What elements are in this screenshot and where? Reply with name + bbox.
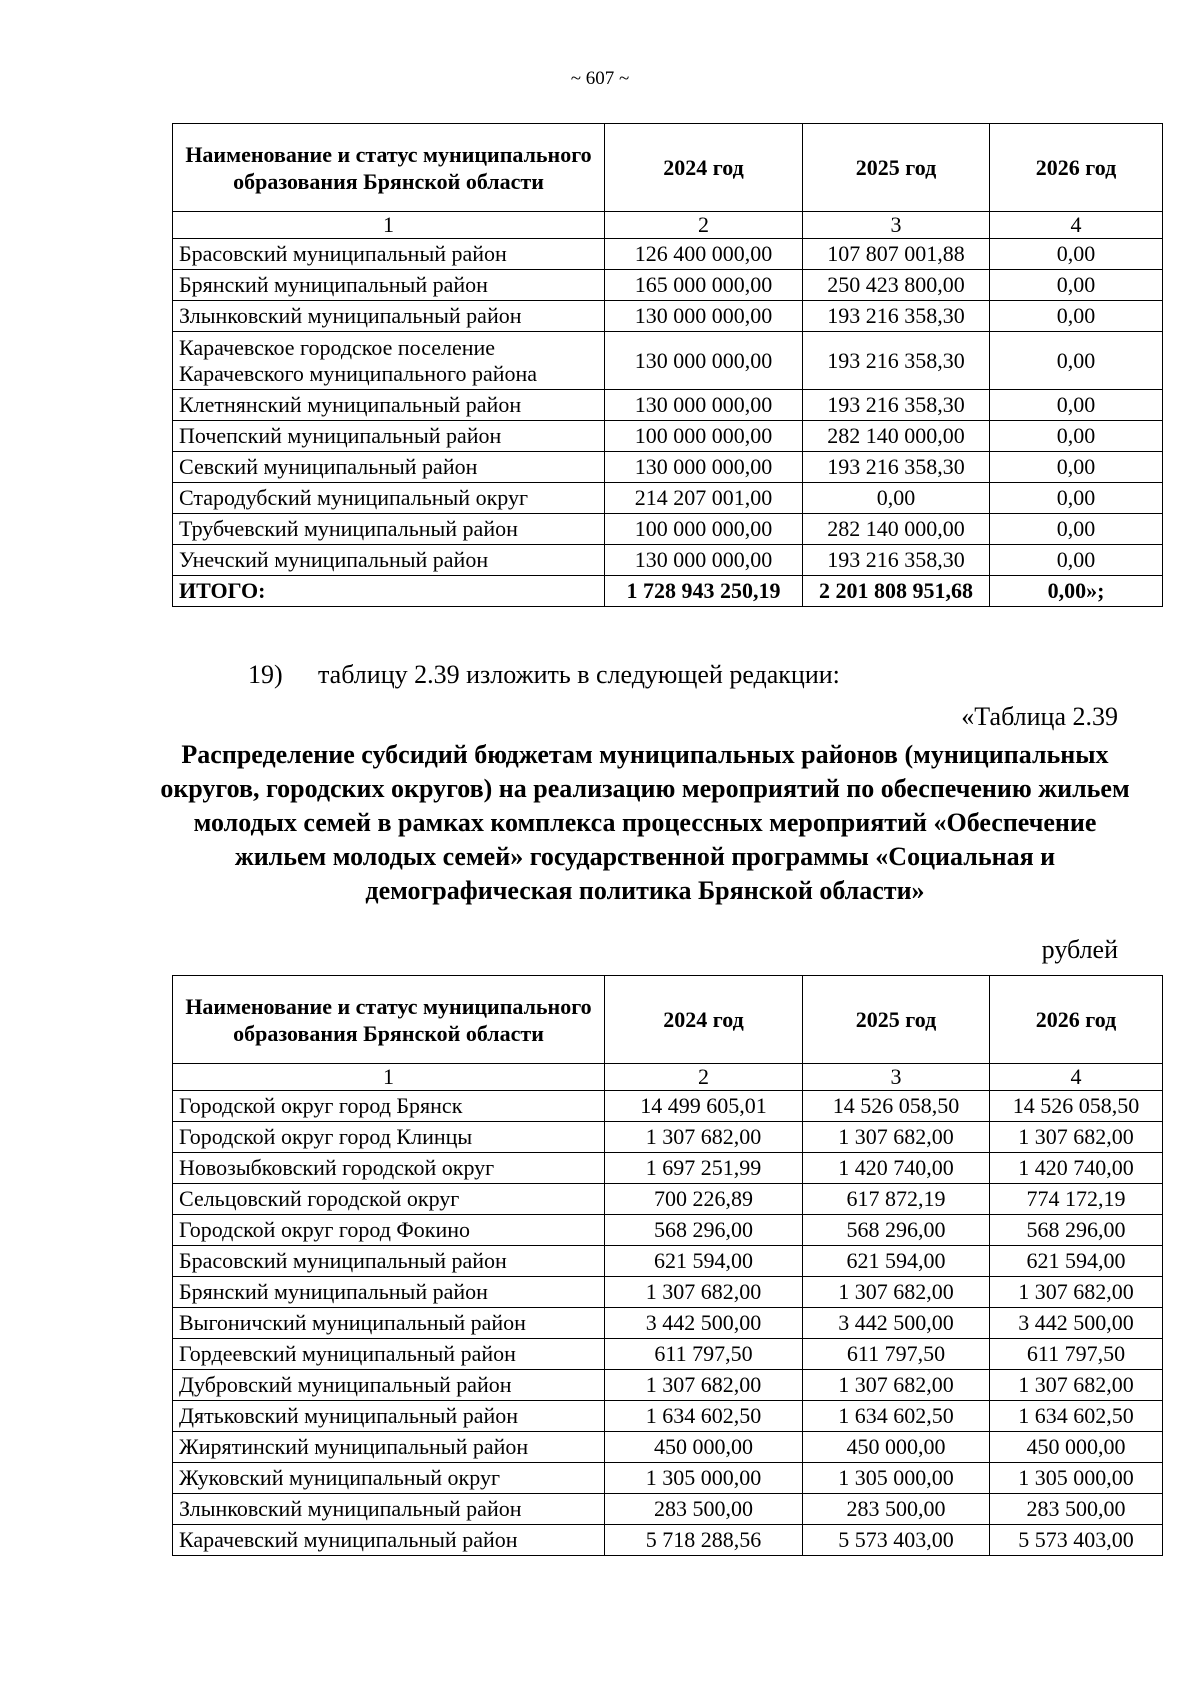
item-number: 19): [248, 660, 283, 689]
municipality-name: Карачевский муниципальный район: [173, 1525, 605, 1556]
total-amount: 1 728 943 250,19: [605, 576, 803, 607]
municipality-name: Гордеевский муниципальный район: [173, 1339, 605, 1370]
municipality-name: Дубровский муниципальный район: [173, 1370, 605, 1401]
table-row: [173, 514, 1163, 545]
municipality-name: Брянский муниципальный район: [173, 1277, 605, 1308]
column-number-row: [173, 212, 1163, 239]
amount-cell: 1 307 682,00: [990, 1277, 1163, 1308]
table-row: [173, 452, 1163, 483]
amount-cell: 0,00: [990, 301, 1163, 332]
table-row: [173, 270, 1163, 301]
amount-cell: 0,00: [990, 332, 1163, 390]
municipality-name: Сельцовский городской округ: [173, 1184, 605, 1215]
amount-cell: 621 594,00: [990, 1246, 1163, 1277]
amount-cell: 0,00: [990, 545, 1163, 576]
municipality-name: Брасовский муниципальный район: [173, 1246, 605, 1277]
column-number: 1: [173, 1064, 605, 1091]
amount-cell: 1 307 682,00: [605, 1277, 803, 1308]
units-label: рублей: [1041, 935, 1118, 964]
amount-cell: 130 000 000,00: [605, 390, 803, 421]
amount-cell: 0,00: [990, 421, 1163, 452]
table-row: [173, 239, 1163, 270]
total-row: [173, 576, 1163, 607]
amount-cell: 450 000,00: [990, 1432, 1163, 1463]
table-row: [173, 1339, 1163, 1370]
amount-cell: 130 000 000,00: [605, 332, 803, 390]
amount-cell: 14 499 605,01: [605, 1091, 803, 1122]
amount-cell: 1 305 000,00: [803, 1463, 990, 1494]
table-row: [173, 1308, 1163, 1339]
amount-cell: 282 140 000,00: [803, 514, 990, 545]
amount-cell: 283 500,00: [803, 1494, 990, 1525]
amount-cell: 611 797,50: [990, 1339, 1163, 1370]
header-2025: 2025 год: [803, 976, 990, 1064]
amount-cell: 5 573 403,00: [803, 1525, 990, 1556]
table-row: [173, 1525, 1163, 1556]
table-row: [173, 1246, 1163, 1277]
amount-cell: 1 697 251,99: [605, 1153, 803, 1184]
amount-cell: 193 216 358,30: [803, 545, 990, 576]
total-amount: 2 201 808 951,68: [803, 576, 990, 607]
amount-cell: 1 420 740,00: [990, 1153, 1163, 1184]
table-row: [173, 483, 1163, 514]
column-number: 2: [605, 1064, 803, 1091]
amount-cell: 193 216 358,30: [803, 452, 990, 483]
amendment-item: [248, 660, 840, 690]
amount-cell: 1 305 000,00: [605, 1463, 803, 1494]
header-2026: 2026 год: [990, 976, 1163, 1064]
allocation-table-2-39: [172, 975, 1163, 1556]
municipality-name: Злынковский муниципальный район: [173, 1494, 605, 1525]
column-number: 3: [803, 212, 990, 239]
amount-cell: 250 423 800,00: [803, 270, 990, 301]
municipality-name: Брасовский муниципальный район: [173, 239, 605, 270]
amount-cell: 611 797,50: [803, 1339, 990, 1370]
column-number: 1: [173, 212, 605, 239]
header-name: Наименование и статус муниципального образования Брянской области: [173, 976, 605, 1064]
amount-cell: 0,00: [990, 483, 1163, 514]
total-amount: 0,00»;: [990, 576, 1163, 607]
amount-cell: 621 594,00: [605, 1246, 803, 1277]
municipality-name: Городской округ город Клинцы: [173, 1122, 605, 1153]
table-row: [173, 421, 1163, 452]
table-row: [173, 1091, 1163, 1122]
table-row: [173, 1122, 1163, 1153]
amount-cell: 1 307 682,00: [803, 1122, 990, 1153]
amount-cell: 0,00: [990, 452, 1163, 483]
item-text: таблицу 2.39 изложить в следующей редакции:: [318, 660, 840, 689]
table-row: [173, 1215, 1163, 1246]
municipality-name: Карачевское городское поселение Карачевского муниципального района: [173, 332, 605, 390]
column-number: 3: [803, 1064, 990, 1091]
amount-cell: 0,00: [990, 514, 1163, 545]
amount-cell: 568 296,00: [605, 1215, 803, 1246]
column-number: 4: [990, 1064, 1163, 1091]
table-row: [173, 1432, 1163, 1463]
municipality-name: Жуковский муниципальный округ: [173, 1463, 605, 1494]
amount-cell: 282 140 000,00: [803, 421, 990, 452]
municipality-name: Новозыбковский городской округ: [173, 1153, 605, 1184]
amount-cell: 0,00: [990, 239, 1163, 270]
amount-cell: 617 872,19: [803, 1184, 990, 1215]
municipality-name: Унечский муниципальный район: [173, 545, 605, 576]
table-row: [173, 1463, 1163, 1494]
municipality-name: Почепский муниципальный район: [173, 421, 605, 452]
amount-cell: 0,00: [990, 270, 1163, 301]
amount-cell: 1 634 602,50: [990, 1401, 1163, 1432]
table-row: [173, 1184, 1163, 1215]
header-name: Наименование и статус муниципального образования Брянской области: [173, 124, 605, 212]
amount-cell: 5 718 288,56: [605, 1525, 803, 1556]
amount-cell: 0,00: [803, 483, 990, 514]
amount-cell: 3 442 500,00: [803, 1308, 990, 1339]
amount-cell: 1 420 740,00: [803, 1153, 990, 1184]
amount-cell: 1 307 682,00: [990, 1370, 1163, 1401]
table-row: [173, 332, 1163, 390]
amount-cell: 1 307 682,00: [803, 1277, 990, 1308]
municipality-name: Выгоничский муниципальный район: [173, 1308, 605, 1339]
table-row: [173, 1494, 1163, 1525]
amount-cell: 611 797,50: [605, 1339, 803, 1370]
amount-cell: 283 500,00: [605, 1494, 803, 1525]
amount-cell: 283 500,00: [990, 1494, 1163, 1525]
amount-cell: 1 307 682,00: [803, 1370, 990, 1401]
table-row: [173, 1401, 1163, 1432]
municipality-name: Стародубский муниципальный округ: [173, 483, 605, 514]
amount-cell: 1 307 682,00: [605, 1370, 803, 1401]
amount-cell: 0,00: [990, 390, 1163, 421]
total-label: ИТОГО:: [173, 576, 605, 607]
amount-cell: 1 307 682,00: [990, 1122, 1163, 1153]
header-2024: 2024 год: [605, 976, 803, 1064]
municipality-name: Городской округ город Фокино: [173, 1215, 605, 1246]
column-number: 2: [605, 212, 803, 239]
table-row: [173, 1277, 1163, 1308]
municipality-name: Городской округ город Брянск: [173, 1091, 605, 1122]
amount-cell: 107 807 001,88: [803, 239, 990, 270]
amount-cell: 193 216 358,30: [803, 301, 990, 332]
table-row: [173, 1153, 1163, 1184]
table-row: [173, 1370, 1163, 1401]
amount-cell: 193 216 358,30: [803, 332, 990, 390]
amount-cell: 621 594,00: [803, 1246, 990, 1277]
amount-cell: 193 216 358,30: [803, 390, 990, 421]
amount-cell: 1 307 682,00: [605, 1122, 803, 1153]
page-number: ~ 607 ~: [570, 68, 630, 89]
column-number: 4: [990, 212, 1163, 239]
amount-cell: 214 207 001,00: [605, 483, 803, 514]
municipality-name: Дятьковский муниципальный район: [173, 1401, 605, 1432]
amount-cell: 14 526 058,50: [990, 1091, 1163, 1122]
table-row: [173, 390, 1163, 421]
amount-cell: 130 000 000,00: [605, 545, 803, 576]
header-2026: 2026 год: [990, 124, 1163, 212]
table-body: [173, 212, 1163, 607]
amount-cell: 130 000 000,00: [605, 301, 803, 332]
amount-cell: 1 634 602,50: [803, 1401, 990, 1432]
municipality-name: Злынковский муниципальный район: [173, 301, 605, 332]
header-2024: 2024 год: [605, 124, 803, 212]
amount-cell: 450 000,00: [803, 1432, 990, 1463]
municipality-name: Севский муниципальный район: [173, 452, 605, 483]
table-title: Распределение субсидий бюджетам муниципальных районов (муниципальных округов, городских округов) на реализацию мероприятий по обеспечению жильем молодых семей в рамках комплекса процессных мероприятий «Обеспечение жильем молодых семей» государственной программы «Социальная и демографическая политика Брянской области»: [160, 740, 1130, 905]
amount-cell: 568 296,00: [990, 1215, 1163, 1246]
table-row: [173, 545, 1163, 576]
amount-cell: 1 305 000,00: [990, 1463, 1163, 1494]
amount-cell: 568 296,00: [803, 1215, 990, 1246]
municipality-name: Жирятинский муниципальный район: [173, 1432, 605, 1463]
amount-cell: 774 172,19: [990, 1184, 1163, 1215]
header-2025: 2025 год: [803, 124, 990, 212]
municipality-name: Клетнянский муниципальный район: [173, 390, 605, 421]
amount-cell: 450 000,00: [605, 1432, 803, 1463]
table-body: [173, 1064, 1163, 1556]
table-label: «Таблица 2.39: [961, 702, 1118, 731]
amount-cell: 700 226,89: [605, 1184, 803, 1215]
amount-cell: 5 573 403,00: [990, 1525, 1163, 1556]
amount-cell: 126 400 000,00: [605, 239, 803, 270]
amount-cell: 100 000 000,00: [605, 514, 803, 545]
municipality-name: Брянский муниципальный район: [173, 270, 605, 301]
amount-cell: 3 442 500,00: [605, 1308, 803, 1339]
amount-cell: 165 000 000,00: [605, 270, 803, 301]
amount-cell: 3 442 500,00: [990, 1308, 1163, 1339]
amount-cell: 100 000 000,00: [605, 421, 803, 452]
allocation-table-1: [172, 123, 1163, 607]
amount-cell: 130 000 000,00: [605, 452, 803, 483]
amount-cell: 1 634 602,50: [605, 1401, 803, 1432]
amount-cell: 14 526 058,50: [803, 1091, 990, 1122]
table-row: [173, 301, 1163, 332]
municipality-name: Трубчевский муниципальный район: [173, 514, 605, 545]
column-number-row: [173, 1064, 1163, 1091]
